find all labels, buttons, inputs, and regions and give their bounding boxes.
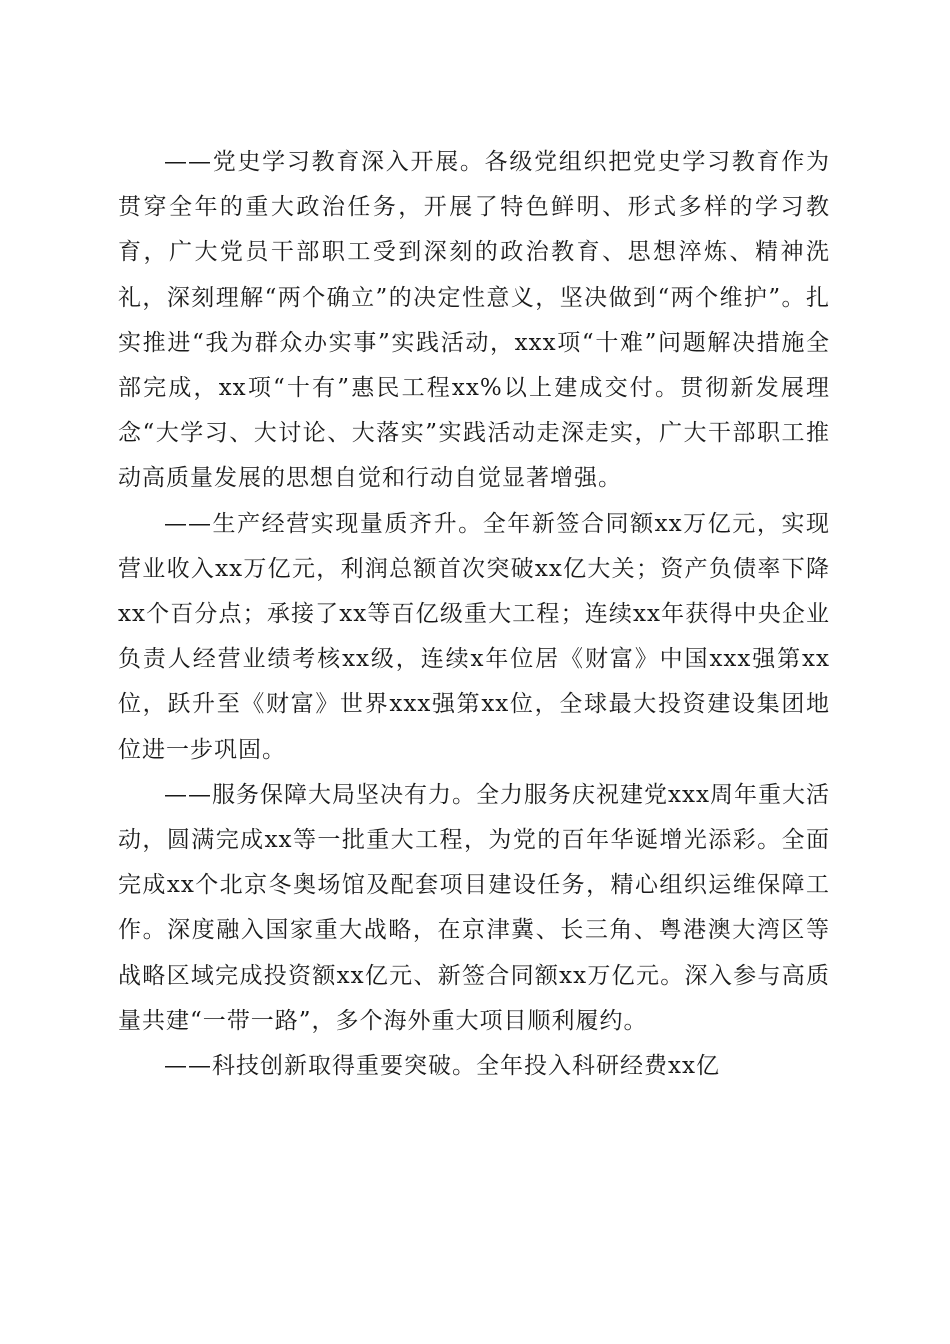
paragraph-technology: ——科技创新取得重要突破。全年投入科研经费xx亿 (164, 1053, 720, 1080)
paragraph-party-history: ——党史学习教育深入开展。各级党组织把党史学习教育作为贯穿全年的重大政治任务，开展了特色鲜明、形式多样的学习教育，广大党员干部职工受到深刻的政治教育、思想淬炼、精神洗礼，深刻理解“两个确立”的决定性意义，坚决做到“两个维护”。扎实推进“我为群众办实事”实践活动，xxx项“十难”问题解决措施全部完成，xx项“十有”惠民工程xx%以上建成交付。贯彻新发展理念“大学习、大讨论、大落实”实践活动走深走实，广大干部职工推动高质量发展的思想自觉和行动自觉显著增强。 (118, 149, 830, 492)
paragraph-production: ——生产经营实现量质齐升。全年新签合同额xx万亿元，实现营业收入xx万亿元，利润总额首次突破xx亿大关；资产负债率下降xx个百分点；承接了xx等百亿级重大工程；连续xx年获得中央企业负责人经营业绩考核xx级，连续x年位居《财富》中国xxx强第xx位，跃升至《财富》世界xxx强第xx位，全球最大投资建设集团地位进一步巩固。 (118, 510, 830, 763)
document-body (118, 140, 830, 1089)
paragraph-service: ——服务保障大局坚决有力。全力服务庆祝建党xxx周年重大活动，圆满完成xx等一批重大工程，为党的百年华诞增光添彩。全面完成xx个北京冬奥场馆及配套项目建设任务，精心组织运维保障工作。深度融入国家重大战略，在京津冀、长三角、粤港澳大湾区等战略区域完成投资额xx亿元、新签合同额xx万亿元。深入参与高质量共建“一带一路”，多个海外重大项目顺利履约。 (118, 781, 830, 1034)
